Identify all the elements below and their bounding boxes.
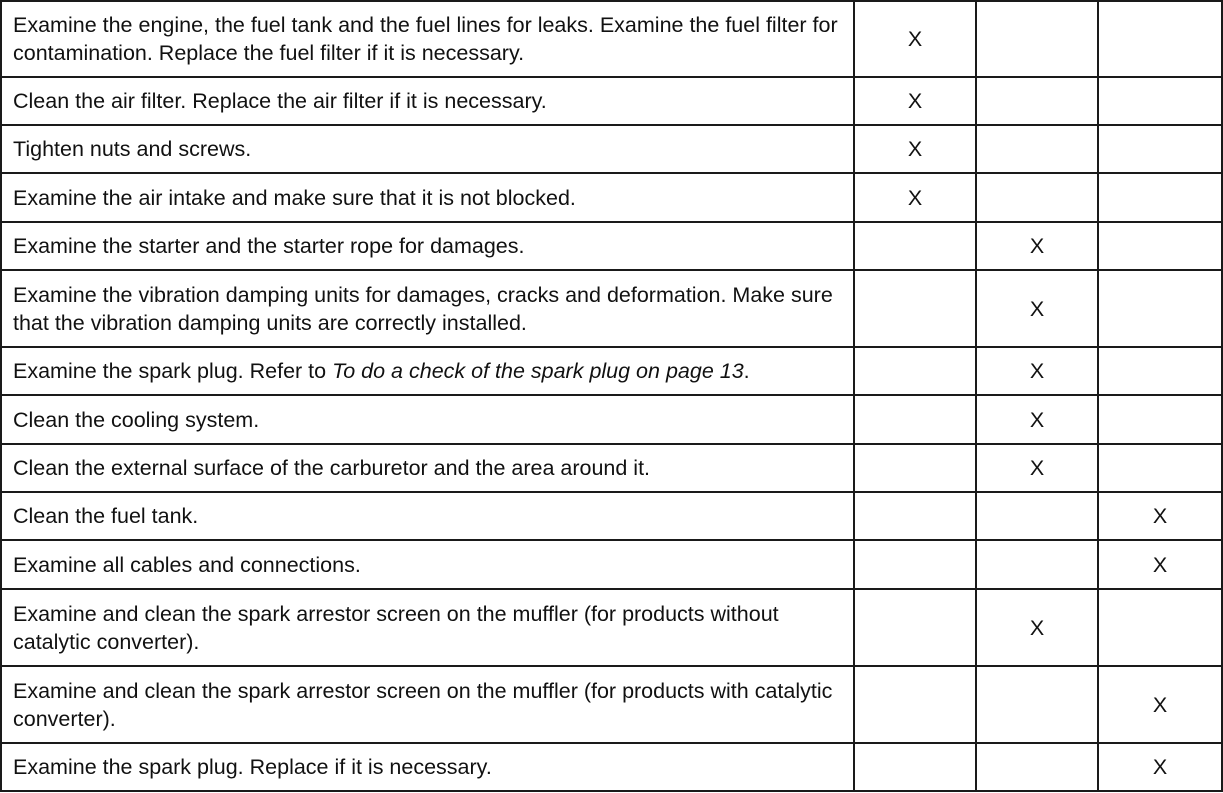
task-cell: Clean the cooling system. [1,395,854,444]
table-row [1,589,1222,666]
interval-3-mark: X [1098,666,1222,743]
interval-2-mark [976,492,1098,540]
table-row [1,743,1222,791]
interval-3-mark [1098,173,1222,222]
table-row [1,540,1222,589]
interval-3-mark [1098,444,1222,492]
table-row [1,270,1222,347]
interval-1-mark: X [854,173,976,222]
task-cell: Clean the fuel tank. [1,492,854,540]
interval-3-mark: X [1098,540,1222,589]
task-cell: Examine and clean the spark arrestor screen on the muffler (for products without catalytic converter). [1,589,854,666]
interval-1-mark [854,666,976,743]
table-row [1,444,1222,492]
task-cell: Examine the air intake and make sure that it is not blocked. [1,173,854,222]
page-reference-link[interactable]: To do a check of the spark plug on page 13 [332,359,744,383]
table-row [1,347,1222,395]
interval-1-mark [854,270,976,347]
interval-3-mark [1098,270,1222,347]
interval-1-mark [854,540,976,589]
interval-1-mark: X [854,125,976,173]
interval-1-mark [854,492,976,540]
interval-1-mark: X [854,77,976,125]
interval-3-mark [1098,77,1222,125]
interval-1-mark [854,743,976,791]
interval-2-mark: X [976,395,1098,444]
task-cell [1,347,854,395]
task-text: Examine the spark plug. Refer to [13,359,333,383]
table-row [1,395,1222,444]
interval-3-mark [1098,125,1222,173]
task-cell: Examine the starter and the starter rope for damages. [1,222,854,270]
interval-2-mark [976,1,1098,77]
task-cell: Examine the spark plug. Replace if it is necessary. [1,743,854,791]
interval-2-mark [976,666,1098,743]
interval-1-mark [854,347,976,395]
task-cell: Examine the engine, the fuel tank and the fuel lines for leaks. Examine the fuel filter for contamination. Replace the fuel filter if it is necessary. [1,1,854,77]
interval-2-mark: X [976,270,1098,347]
interval-2-mark: X [976,444,1098,492]
table-row [1,666,1222,743]
interval-3-mark [1098,222,1222,270]
interval-3-mark [1098,1,1222,77]
table-row [1,492,1222,540]
task-cell: Examine all cables and connections. [1,540,854,589]
interval-1-mark [854,444,976,492]
task-cell: Examine the vibration damping units for damages, cracks and deformation. Make sure that the vibration damping units are correctly installed. [1,270,854,347]
task-cell: Tighten nuts and screws. [1,125,854,173]
interval-3-mark [1098,395,1222,444]
table-row [1,222,1222,270]
interval-2-mark [976,743,1098,791]
interval-3-mark: X [1098,743,1222,791]
interval-2-mark [976,540,1098,589]
interval-3-mark [1098,589,1222,666]
interval-3-mark [1098,347,1222,395]
interval-3-mark: X [1098,492,1222,540]
interval-1-mark [854,395,976,444]
table-row [1,77,1222,125]
interval-2-mark [976,125,1098,173]
interval-2-mark: X [976,589,1098,666]
interval-1-mark [854,589,976,666]
table-row [1,125,1222,173]
task-cell: Clean the external surface of the carburetor and the area around it. [1,444,854,492]
table-row [1,1,1222,77]
interval-2-mark [976,173,1098,222]
task-cell: Clean the air filter. Replace the air filter if it is necessary. [1,77,854,125]
task-text-suffix: . [743,359,750,383]
interval-2-mark: X [976,222,1098,270]
interval-2-mark [976,77,1098,125]
task-cell: Examine and clean the spark arrestor screen on the muffler (for products with catalytic converter). [1,666,854,743]
interval-1-mark [854,222,976,270]
table-row [1,173,1222,222]
interval-1-mark: X [854,1,976,77]
interval-2-mark: X [976,347,1098,395]
